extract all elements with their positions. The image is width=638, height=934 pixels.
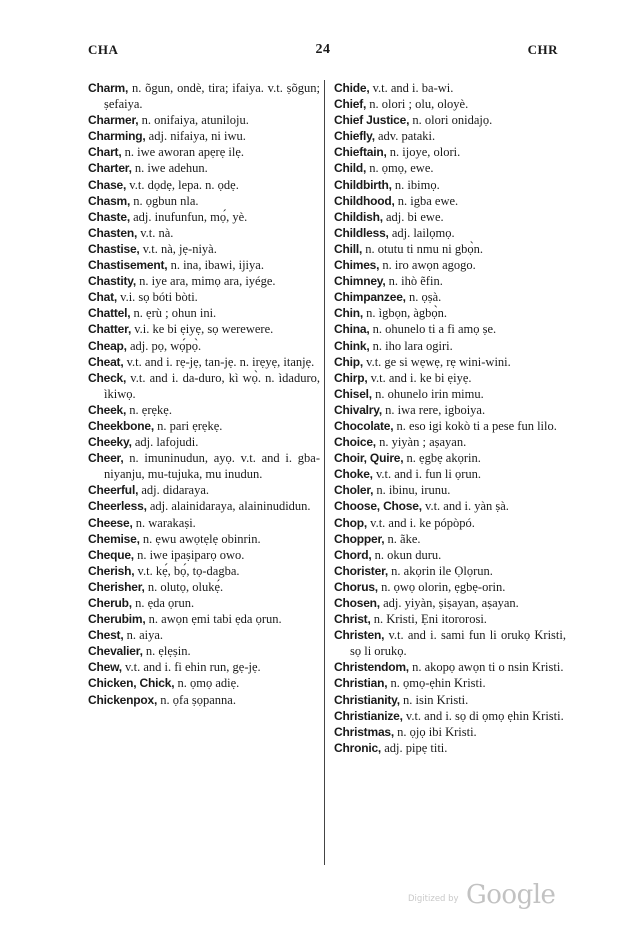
dictionary-entry bbox=[88, 370, 320, 402]
entry-headword: Christ, bbox=[334, 612, 371, 627]
entry-headword: Cheat, bbox=[88, 354, 124, 369]
dictionary-entry bbox=[334, 675, 566, 691]
entry-headword: Chopper, bbox=[334, 531, 385, 546]
dictionary-entry bbox=[334, 241, 566, 257]
google-logo: Google bbox=[466, 880, 556, 910]
entry-headword: Chorister, bbox=[334, 563, 389, 578]
dictionary-entry bbox=[88, 241, 320, 257]
entry-definition: n. iwa rere, igboiya. bbox=[382, 402, 486, 417]
dictionary-entry bbox=[334, 144, 566, 160]
entry-headword: Chickenpox, bbox=[88, 692, 158, 707]
entry-headword: Cheerless, bbox=[88, 499, 147, 514]
dictionary-entry bbox=[334, 659, 566, 675]
entry-definition: n. ibimọ. bbox=[391, 177, 440, 192]
entry-definition: v.t. and i. sami fun li orukọ Kristi, sọ li orukọ. bbox=[350, 628, 566, 659]
entry-definition: n. awọn ẹmi tabi ẹda ọrun. bbox=[145, 612, 282, 627]
entry-headword: Chart, bbox=[88, 145, 122, 160]
entry-definition: v.t. and i. ke bi ẹiyẹ. bbox=[367, 370, 472, 385]
column-divider bbox=[324, 80, 325, 865]
dictionary-entry bbox=[88, 547, 320, 563]
entry-definition: n. warakaṣi. bbox=[132, 515, 196, 530]
dictionary-entry bbox=[334, 547, 566, 563]
entry-headword: Chosen, bbox=[334, 596, 380, 610]
dictionary-entry bbox=[334, 450, 566, 466]
entry-headword: Chimes, bbox=[334, 258, 380, 273]
dictionary-entry bbox=[334, 354, 566, 370]
dictionary-entry bbox=[334, 209, 566, 225]
entry-headword: Christianity, bbox=[334, 692, 400, 707]
entry-headword: Cherisher, bbox=[88, 579, 145, 594]
dictionary-entry bbox=[334, 611, 566, 627]
dictionary-entry bbox=[88, 273, 320, 289]
dictionary-entry bbox=[334, 177, 566, 193]
right-column bbox=[334, 80, 566, 756]
dictionary-entry bbox=[334, 418, 566, 434]
dictionary-entry bbox=[88, 177, 320, 193]
entry-definition: n. olori ; olu, oloyè. bbox=[366, 97, 469, 112]
entry-headword: Chief Justice, bbox=[334, 113, 410, 128]
entry-headword: Cheekbone, bbox=[88, 418, 155, 433]
entry-headword: Christian, bbox=[334, 676, 388, 691]
dictionary-entry bbox=[88, 160, 320, 176]
entry-headword: Charming, bbox=[88, 129, 146, 144]
entry-headword: Chicken, Chick, bbox=[88, 676, 175, 691]
dictionary-entry bbox=[334, 531, 566, 547]
entry-headword: Chasten, bbox=[88, 225, 138, 240]
entry-headword: Chorus, bbox=[334, 579, 378, 594]
entry-headword: Charter, bbox=[88, 161, 132, 176]
dictionary-entry bbox=[334, 225, 566, 241]
entry-headword: Chin, bbox=[334, 306, 363, 321]
left-column bbox=[88, 80, 320, 708]
dictionary-entry bbox=[334, 386, 566, 402]
entry-definition: adj. lafojudi. bbox=[131, 435, 199, 450]
entry-definition: adj. didaraya. bbox=[138, 483, 210, 498]
entry-headword: Chip, bbox=[334, 354, 363, 369]
entry-headword: Christen, bbox=[334, 628, 385, 643]
dictionary-entry bbox=[334, 273, 566, 289]
dictionary-entry bbox=[334, 692, 566, 708]
entry-definition: n. õgun, ondè, tira; ifaiya. v.t. ṣõgun; ṣefaiya. bbox=[104, 81, 320, 112]
entry-definition: n. ọmọ-ẹhin Kristi. bbox=[387, 676, 486, 691]
entry-headword: Chiefly, bbox=[334, 129, 375, 144]
dictionary-entry bbox=[88, 450, 320, 482]
dictionary-entry bbox=[88, 675, 320, 691]
entry-definition: n. ihò ẽfin. bbox=[385, 274, 443, 289]
dictionary-entry bbox=[88, 579, 320, 595]
entry-headword: Christianize, bbox=[334, 708, 403, 723]
dictionary-entry bbox=[88, 595, 320, 611]
entry-definition: n. ọwọ olorin, ẹgbẹ-orin. bbox=[377, 579, 506, 594]
dictionary-entry bbox=[88, 321, 320, 337]
digitized-by-google-watermark bbox=[408, 880, 568, 914]
dictionary-entry bbox=[88, 80, 320, 112]
dictionary-entry bbox=[88, 305, 320, 321]
entry-definition: adj. inufunfun, mọ́, yè. bbox=[129, 209, 248, 224]
entry-definition: n. iwe ipaṣiparọ owo. bbox=[133, 547, 245, 562]
entry-headword: Chew, bbox=[88, 660, 122, 675]
dictionary-entry bbox=[334, 498, 566, 514]
entry-definition: v.t. and i. da-duro, kì wọ̀. n. ìdaduro, ìkiwọ. bbox=[104, 370, 320, 401]
entry-headword: Cheese, bbox=[88, 515, 133, 530]
dictionary-entry bbox=[88, 434, 320, 450]
entry-headword: Chop, bbox=[334, 515, 367, 530]
dictionary-entry bbox=[334, 466, 566, 482]
dictionary-entry bbox=[88, 418, 320, 434]
entry-definition: n. ẹda ọrun. bbox=[131, 596, 195, 610]
entry-definition: v.t. kẹ́, bọ́, tọ-dagba. bbox=[134, 563, 240, 578]
entry-definition: n. ọjọ ibi Kristi. bbox=[394, 724, 477, 739]
dictionary-entry bbox=[88, 563, 320, 579]
entry-definition: v.t. and i. sọ di ọmọ ẹhin Kristi. bbox=[402, 708, 564, 723]
entry-headword: Chimney, bbox=[334, 274, 386, 289]
entry-headword: Childbirth, bbox=[334, 177, 392, 192]
entry-definition: n. ọṣà. bbox=[405, 290, 442, 305]
dictionary-entry bbox=[334, 627, 566, 659]
entry-headword: Chronic, bbox=[334, 740, 382, 755]
entry-definition: n. iwe aworan apẹrẹ ilẹ. bbox=[121, 145, 244, 160]
dictionary-entry bbox=[334, 595, 566, 611]
entry-headword: Chasm, bbox=[88, 193, 131, 208]
dictionary-entry bbox=[334, 434, 566, 450]
entry-headword: Cherubim, bbox=[88, 612, 146, 627]
entry-headword: Chide, bbox=[334, 81, 370, 95]
entry-definition: n. onifaiya, atuniloju. bbox=[138, 113, 249, 128]
entry-definition: v.t. nà. bbox=[137, 225, 174, 240]
entry-headword: Cheque, bbox=[88, 547, 134, 562]
dictionary-entry bbox=[334, 96, 566, 112]
running-head bbox=[88, 42, 558, 62]
entry-headword: Chink, bbox=[334, 338, 370, 353]
entry-headword: Charmer, bbox=[88, 113, 139, 128]
dictionary-entry bbox=[334, 708, 566, 724]
entry-definition: v.t. dọdẹ, lepa. n. ọdẹ. bbox=[126, 177, 239, 192]
dictionary-entry bbox=[88, 402, 320, 418]
dictionary-entry bbox=[334, 321, 566, 337]
dictionary-entry bbox=[334, 402, 566, 418]
entry-headword: Childish, bbox=[334, 209, 383, 224]
entry-headword: Choler, bbox=[334, 483, 374, 498]
entry-definition: v.t. and i. ke pópòpó. bbox=[367, 515, 475, 530]
dictionary-entry bbox=[334, 112, 566, 128]
entry-definition: n. ẹrẹkẹ. bbox=[126, 402, 172, 417]
dictionary-entry bbox=[88, 225, 320, 241]
entry-definition: n. ẹlẹṣin. bbox=[142, 644, 191, 659]
entry-headword: Cheeky, bbox=[88, 435, 132, 450]
entry-headword: Chattel, bbox=[88, 306, 131, 321]
entry-headword: Chocolate, bbox=[334, 418, 394, 433]
entry-headword: Choice, bbox=[334, 435, 376, 450]
dictionary-entry bbox=[88, 289, 320, 305]
entry-definition: n. ẹwu awọtẹlẹ obinrin. bbox=[139, 531, 261, 546]
dictionary-entry bbox=[88, 144, 320, 160]
entry-headword: Chastity, bbox=[88, 274, 136, 289]
entry-definition: n. ohunelo ti a fi amọ ṣe. bbox=[369, 322, 497, 337]
entry-definition: v.i. ke bi ẹiyẹ, sọ werewere. bbox=[131, 322, 274, 337]
dictionary-entry bbox=[88, 193, 320, 209]
entry-definition: n. otutu ti nmu ni gbọ̀n. bbox=[362, 241, 483, 256]
entry-headword: Choir, Quire, bbox=[334, 451, 404, 466]
entry-definition: n. ijoye, olori. bbox=[386, 145, 461, 160]
entry-definition: n. iye ara, mimọ ara, iyége. bbox=[136, 274, 276, 289]
entry-headword: Chimpanzee, bbox=[334, 290, 406, 305]
entry-definition: n. igba ewe. bbox=[394, 193, 459, 208]
entry-definition: v.t. and i. yàn ṣà. bbox=[421, 499, 509, 514]
dictionary-entry bbox=[334, 740, 566, 756]
entry-definition: n. akọrin ile Ọlọrun. bbox=[388, 563, 493, 578]
entry-definition: n. Kristi, Ẹni itororosi. bbox=[370, 612, 487, 627]
entry-headword: Chevalier, bbox=[88, 644, 143, 659]
entry-headword: Choose, Chose, bbox=[334, 499, 422, 514]
entry-definition: n. yiyàn ; aṣayan. bbox=[375, 435, 467, 450]
entry-definition: adj. lailọmọ. bbox=[388, 225, 455, 240]
entry-definition: n. eso igi kokò ti a pese fun lilo. bbox=[393, 418, 557, 433]
header-right-guide-word: CHR bbox=[527, 42, 558, 57]
entry-definition: n. iho lara ogiri. bbox=[369, 338, 453, 353]
dictionary-entry bbox=[334, 80, 566, 96]
entry-definition: n. iro awọn agogo. bbox=[379, 258, 476, 273]
entry-headword: China, bbox=[334, 322, 370, 337]
entry-definition: n. ọmọ adiẹ. bbox=[174, 676, 240, 691]
entry-definition: adj. alainidaraya, alaininudidun. bbox=[146, 499, 311, 514]
entry-headword: Christmas, bbox=[334, 724, 395, 739]
entry-definition: v.t. and i. ba-wi. bbox=[369, 81, 454, 95]
entry-definition: n. ọfa ṣọpanna. bbox=[157, 692, 236, 707]
dictionary-entry bbox=[334, 563, 566, 579]
dictionary-entry bbox=[334, 515, 566, 531]
entry-definition: v.i. sọ bóti bòti. bbox=[117, 290, 198, 305]
entry-headword: Chord, bbox=[334, 547, 372, 562]
dictionary-entry bbox=[334, 305, 566, 321]
entry-headword: Chastise, bbox=[88, 241, 140, 256]
entry-definition: n. isin Kristi. bbox=[399, 692, 469, 707]
entry-definition: adj. bi ewe. bbox=[382, 209, 444, 224]
dictionary-entry bbox=[334, 257, 566, 273]
entry-headword: Cheerful, bbox=[88, 483, 139, 498]
entry-definition: n. ọmọ, ewe. bbox=[366, 161, 434, 176]
entry-headword: Chirp, bbox=[334, 370, 368, 385]
entry-definition: adj. pipẹ titi. bbox=[381, 740, 448, 755]
dictionary-entry bbox=[334, 482, 566, 498]
entry-headword: Christendom, bbox=[334, 660, 409, 675]
entry-definition: n. ohunelo irin mimu. bbox=[371, 386, 484, 401]
dictionary-entry bbox=[88, 643, 320, 659]
dictionary-entry bbox=[88, 257, 320, 273]
dictionary-entry bbox=[88, 354, 320, 370]
entry-definition: n. aiya. bbox=[123, 628, 164, 643]
dictionary-entry bbox=[334, 338, 566, 354]
dictionary-entry bbox=[88, 482, 320, 498]
entry-headword: Chase, bbox=[88, 177, 127, 192]
entry-definition: n. ẹrù ; ohun ini. bbox=[130, 306, 217, 321]
entry-headword: Childless, bbox=[334, 225, 389, 240]
entry-headword: Chill, bbox=[334, 241, 363, 256]
dictionary-entry bbox=[334, 193, 566, 209]
entry-headword: Chest, bbox=[88, 628, 124, 643]
dictionary-entry bbox=[88, 338, 320, 354]
entry-headword: Chastisement, bbox=[88, 258, 168, 273]
dictionary-entry bbox=[334, 724, 566, 740]
dictionary-entry bbox=[334, 370, 566, 386]
entry-headword: Child, bbox=[334, 161, 367, 176]
entry-headword: Chemise, bbox=[88, 531, 140, 546]
entry-headword: Chieftain, bbox=[334, 145, 387, 160]
entry-definition: v.t. and i. rẹ-jẹ, tan-jẹ. n. irẹyẹ, itanjẹ. bbox=[123, 354, 315, 369]
entry-definition: n. pari ẹrẹkẹ. bbox=[154, 418, 223, 433]
dictionary-entry bbox=[88, 112, 320, 128]
entry-headword: Cherub, bbox=[88, 596, 132, 610]
dictionary-entry bbox=[88, 627, 320, 643]
dictionary-entry bbox=[88, 659, 320, 675]
entry-headword: Chivalry, bbox=[334, 402, 382, 417]
entry-headword: Chat, bbox=[88, 290, 118, 305]
entry-definition: n. ina, ibawi, ijiya. bbox=[167, 258, 264, 273]
entry-headword: Chisel, bbox=[334, 386, 372, 401]
entry-headword: Cheap, bbox=[88, 338, 127, 353]
entry-headword: Check, bbox=[88, 370, 127, 385]
entry-definition: n. ẹgbẹ akọrin. bbox=[403, 451, 481, 466]
page-number: 24 bbox=[315, 42, 331, 57]
header-left-guide-word: CHA bbox=[88, 42, 119, 57]
entry-definition: adj. pọ, wọ́pọ̀. bbox=[126, 338, 202, 353]
entry-definition: n. olori onidajọ. bbox=[409, 113, 493, 128]
entry-definition: n. akopọ awọn ti o nsin Kristi. bbox=[408, 660, 564, 675]
dictionary-entry bbox=[88, 611, 320, 627]
entry-headword: Choke, bbox=[334, 467, 373, 482]
dictionary-entry bbox=[88, 209, 320, 225]
entry-definition: n. imuninudun, ayọ. v.t. and i. gba-niyanju, mu-tujuka, mu inudun. bbox=[104, 451, 320, 482]
dictionary-entry bbox=[88, 498, 320, 514]
entry-definition: v.t. and i. fi ehin run, gẹ-jẹ. bbox=[121, 660, 261, 675]
entry-headword: Cheer, bbox=[88, 451, 124, 466]
entry-definition: adj. nifaiya, ni iwu. bbox=[145, 129, 246, 144]
dictionary-entry bbox=[334, 289, 566, 305]
entry-headword: Chatter, bbox=[88, 322, 132, 337]
dictionary-entry bbox=[88, 128, 320, 144]
dictionary-entry bbox=[334, 160, 566, 176]
watermark-small-text: Digitized by bbox=[408, 894, 459, 904]
entry-definition: n. ọgbun nla. bbox=[130, 193, 199, 208]
entry-definition: n. ãke. bbox=[384, 531, 421, 546]
entry-definition: v.t. nà, jẹ-niyà. bbox=[139, 241, 217, 256]
entry-headword: Chaste, bbox=[88, 209, 130, 224]
entry-definition: n. olutọ, olukẹ́. bbox=[144, 579, 224, 594]
entry-definition: v.t. and i. fun li ọrun. bbox=[372, 467, 482, 482]
entry-definition: v.t. ge si wẹwẹ, rẹ wini-wini. bbox=[363, 354, 511, 369]
entry-headword: Charm, bbox=[88, 81, 129, 95]
dictionary-entry bbox=[88, 531, 320, 547]
entry-definition: n. ìgbọn, àgbọ̀n. bbox=[363, 306, 448, 321]
entry-definition: n. ibinu, irunu. bbox=[373, 483, 451, 498]
entry-headword: Cheek, bbox=[88, 402, 127, 417]
entry-definition: adj. yiyàn, ṣiṣayan, aṣayan. bbox=[379, 596, 519, 610]
dictionary-entry bbox=[88, 692, 320, 708]
dictionary-entry bbox=[88, 515, 320, 531]
dictionary-entry bbox=[334, 128, 566, 144]
entry-headword: Childhood, bbox=[334, 193, 395, 208]
dictionary-entry bbox=[334, 579, 566, 595]
entry-definition: n. okun duru. bbox=[371, 547, 442, 562]
entry-definition: n. iwe adehun. bbox=[131, 161, 208, 176]
entry-definition: adv. pataki. bbox=[374, 129, 436, 144]
entry-headword: Cherish, bbox=[88, 563, 135, 578]
entry-headword: Chief, bbox=[334, 97, 367, 112]
